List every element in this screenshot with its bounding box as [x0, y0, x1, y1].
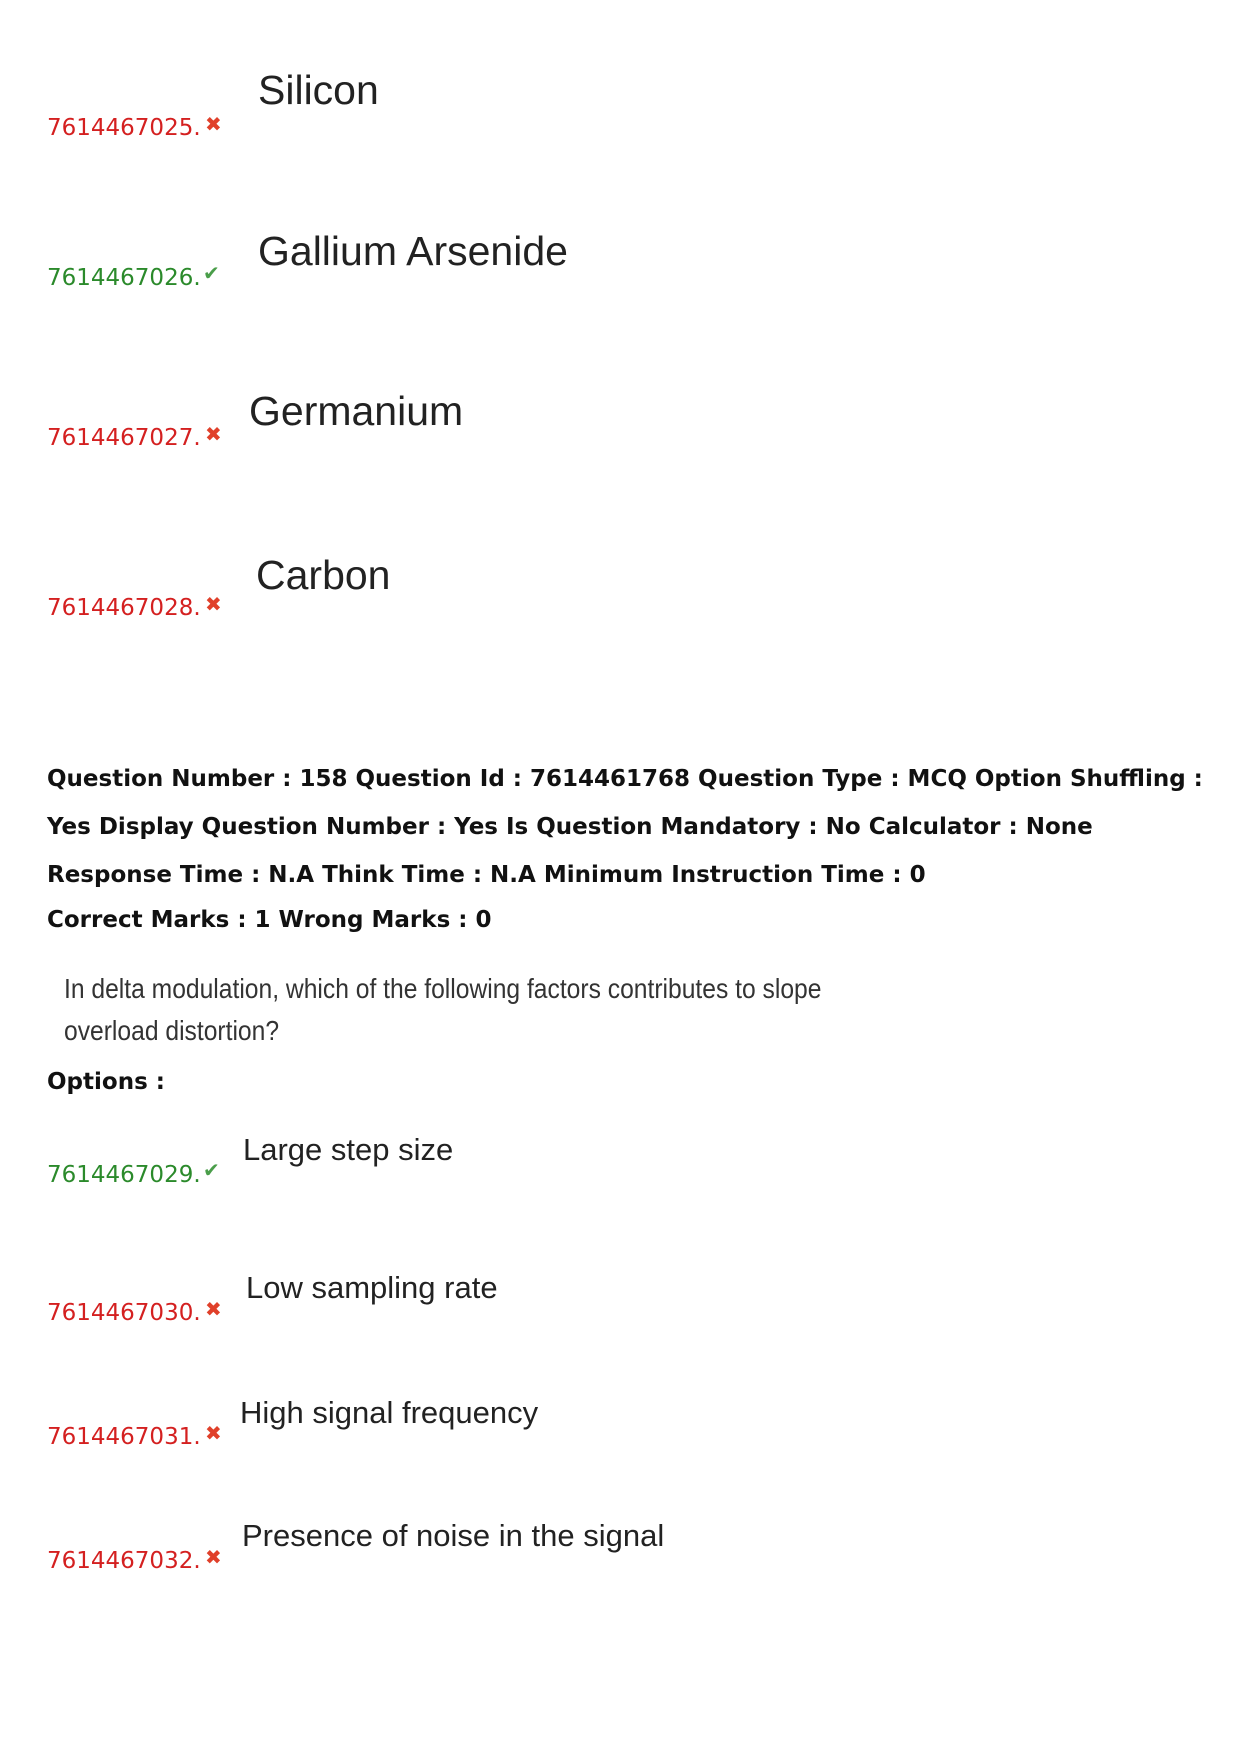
cross-icon: ✖	[205, 1421, 222, 1445]
option-text: Carbon	[256, 552, 391, 598]
option-text: Silicon	[258, 67, 379, 113]
option-id: 7614467030.	[47, 1300, 201, 1326]
cross-icon: ✖	[205, 422, 222, 446]
option-text: High signal frequency	[240, 1395, 539, 1430]
options-label: Options :	[47, 1069, 165, 1095]
question-text: In delta modulation, which of the following factors contributes to slope overload distortion?	[64, 973, 822, 1046]
question-meta: Question Number : 158 Question Id : 7614461768 Question Type : MCQ Option Shuffling : Yes Display Question Number : Yes Is Question Mandatory : No Calculator : None Response Time : N.A Think Time : N.A Minimum Instruction Time : 0	[47, 766, 1203, 888]
check-icon: ✔	[203, 261, 220, 285]
option-id: 7614467031.	[47, 1424, 201, 1450]
option-id: 7614467026.	[47, 265, 201, 291]
cross-icon: ✖	[205, 1545, 222, 1569]
option-id: 7614467027.	[47, 425, 201, 451]
option-text: Low sampling rate	[246, 1270, 498, 1305]
option-id: 7614467032.	[47, 1548, 201, 1574]
option-id: 7614467028.	[47, 595, 201, 621]
cross-icon: ✖	[205, 112, 222, 136]
cross-icon: ✖	[205, 592, 222, 616]
option-text: Gallium Arsenide	[258, 228, 568, 274]
question-marks: Correct Marks : 1 Wrong Marks : 0	[47, 907, 492, 933]
option-id: 7614467025.	[47, 115, 201, 141]
option-text: Germanium	[249, 388, 464, 434]
option-text: Presence of noise in the signal	[242, 1518, 665, 1553]
cross-icon: ✖	[205, 1297, 222, 1321]
option-id: 7614467029.	[47, 1162, 201, 1188]
check-icon: ✔	[203, 1158, 220, 1182]
option-text: Large step size	[243, 1132, 454, 1167]
